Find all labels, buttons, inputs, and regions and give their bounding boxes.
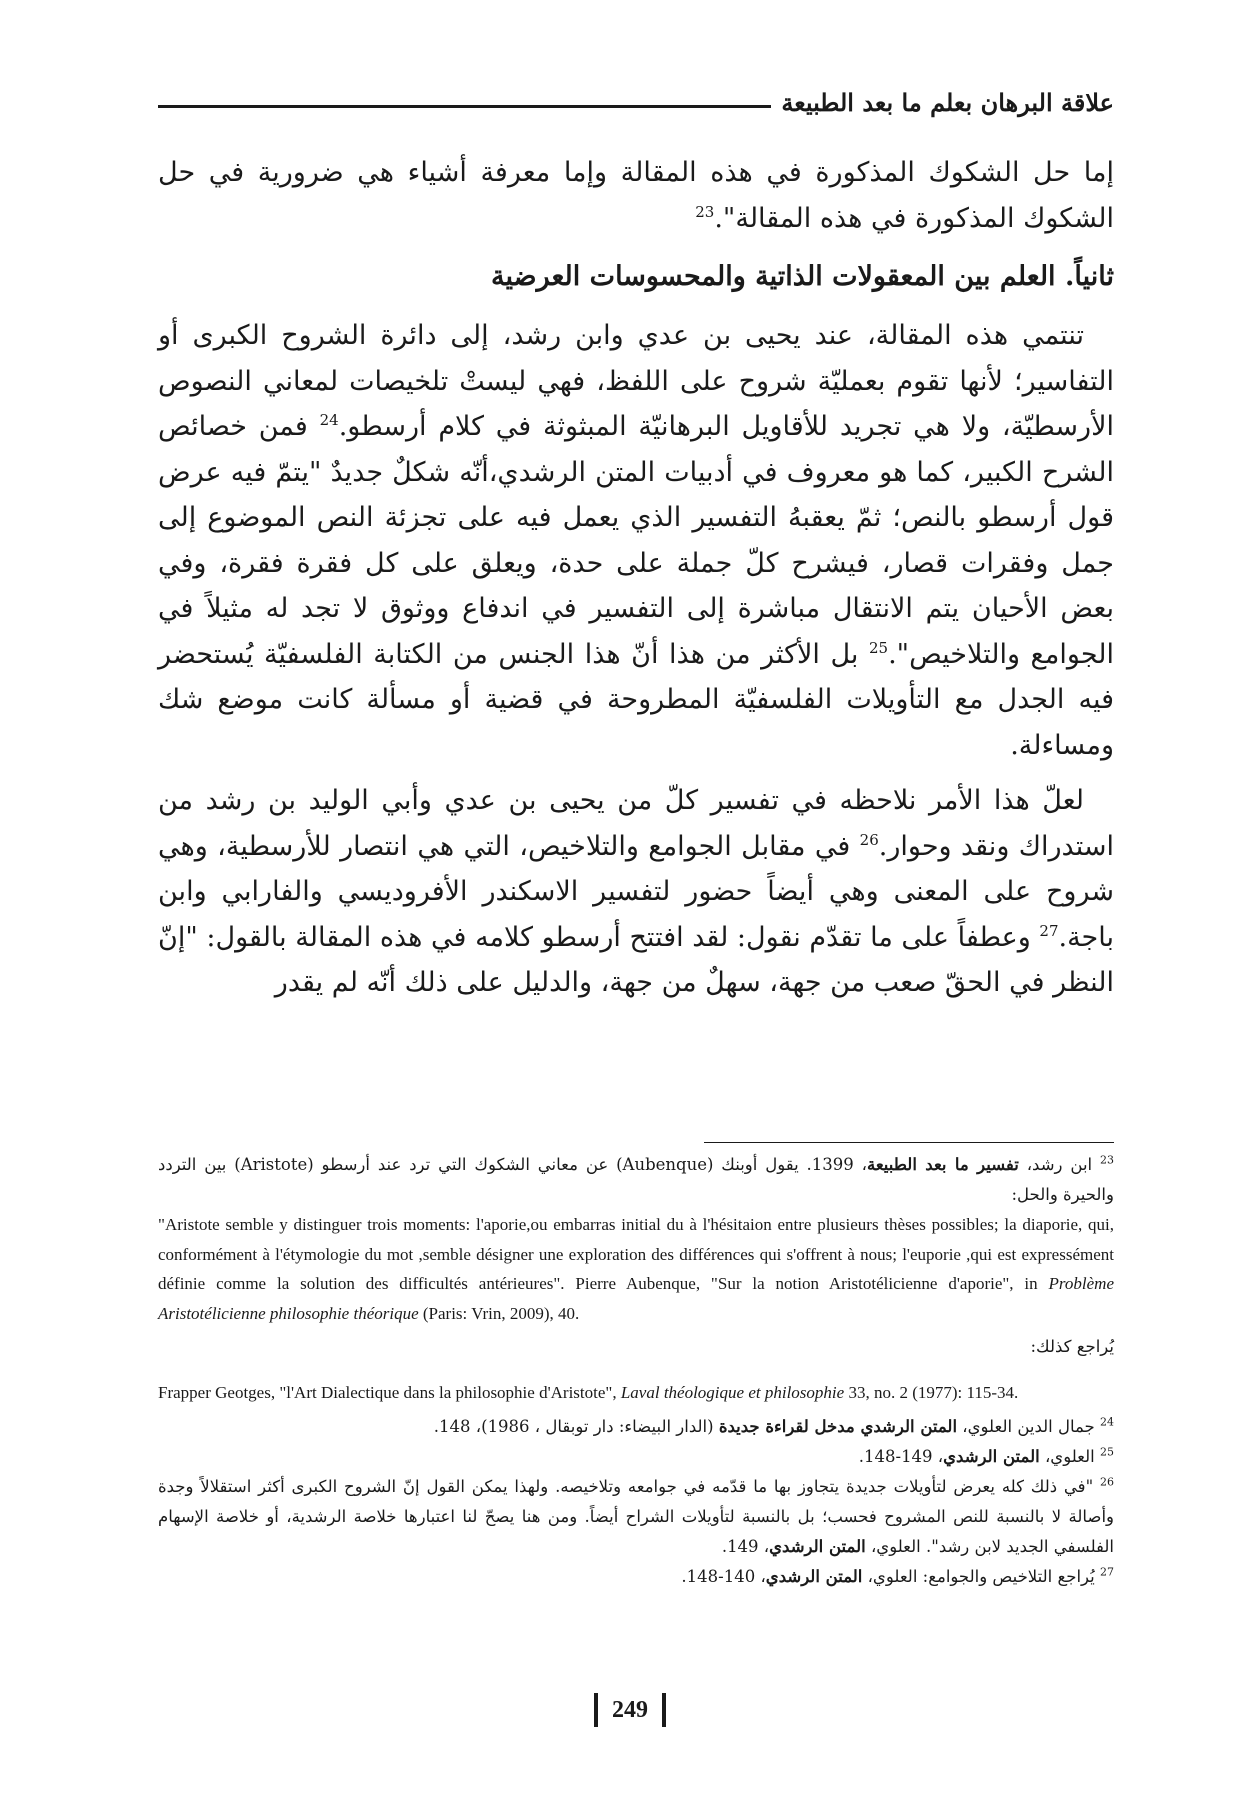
running-title: علاقة البرهان بعلم ما بعد الطبيعة bbox=[781, 87, 1114, 117]
header-rule bbox=[158, 105, 771, 108]
footnote-23-see-also: يُراجع كذلك: bbox=[1030, 1337, 1114, 1356]
footnote-23-french-ref: Frapper Geotges, "l'Art Dialectique dans la philosophie d'Aristote", Laval théologique et philosophie 33, no. 2 (1977): 115-34. bbox=[158, 1383, 1019, 1402]
footnote-ref-24[interactable]: 24 bbox=[319, 411, 339, 429]
paragraph-continued: إما حل الشكوك المذكورة في هذه المقالة وإما معرفة أشياء هي ضرورية في حل الشكوك المذكورة في هذه المقالة".$^{23}$ bbox=[158, 157, 1114, 234]
footnote-27: $^{27}$ يُراجع التلاخيص والجوامع: العلوي، المتن الرشدي، 140-148. bbox=[681, 1565, 1114, 1586]
folio-bar-right bbox=[662, 1693, 666, 1727]
footnote-ref-26[interactable]: 26 bbox=[859, 830, 879, 849]
main-text bbox=[158, 150, 1114, 1006]
page-footer bbox=[0, 1692, 1260, 1728]
page-number: 249 bbox=[612, 1696, 648, 1723]
footnote-ref-27[interactable]: 27 bbox=[1039, 921, 1059, 940]
footnote-24: $^{24}$ جمال الدين العلوي، المتن الرشدي مدخل لقراءة جديدة (الدار البيضاء: دار توبقال ، 1986)، 148. bbox=[433, 1415, 1114, 1436]
section-heading: ثانياً. العلم بين المعقولات الذاتية والمحسوسات العرضية bbox=[491, 261, 1114, 292]
footnotes bbox=[158, 1150, 1114, 1592]
footnote-23-french-quote: "Aristote semble y distinguer trois moments: l'aporie,ou embarras initial du à l'hésitaion entre plusieurs thèses possibles; la diaporie, qui, conformément à l'étymologie du mot ,semble désigner une exploration des différences qui s'offrent à nous; l'euporie ,qui est expressément définie comme la solution des difficultés antérieures". Pierre Aubenque, "Sur la notion Aristotélicienne d'aporie", in Problème Aristotélicienne philosophie théorique (Paris: Vrin, 2009), 40. bbox=[158, 1215, 1114, 1323]
footnote-separator bbox=[704, 1142, 1114, 1143]
footnote-ref-23[interactable]: 23 bbox=[695, 202, 715, 221]
footnote-25: $^{25}$ العلوي، المتن الرشدي، 149-148. bbox=[858, 1445, 1114, 1466]
folio-bar-left bbox=[594, 1693, 598, 1727]
footnote-26: $^{26}$ "في ذلك كله يعرض لتأويلات جديدة يتجاوز بها ما قدّمه في جوامعه وتلاخيصه. ولهذا يمكن القول إنّ الشروح الكبرى أكثر استقلالاً وجدة وأصالة لا بالنسبة للنص المشروح فحسب؛ بل بالنسبة لتأويلات الشراح أيضاً. ومن هنا يصحّ لنا اعتبارها خلاصة الرشدية، أو خلاصة الإسهام الفلسفي الجديد لابن رشد". العلوي، المتن الرشدي، 149. bbox=[158, 1475, 1114, 1556]
footnote-ref-25[interactable]: 25 bbox=[868, 638, 889, 657]
paragraph-1: تنتمي هذه المقالة، عند يحيى بن عدي وابن رشد، إلى دائرة الشروح الكبرى أو التفاسير؛ لأنها تقوم بعمليّة شروح على اللفظ، فهي ليستْ تلخيصات لمعاني النصوص الأرسطيّة، ولا هي تجريد للأقاويل البرهانيّة المبثوثة في كلام أرسطو.$^{24}$ فمن خصائص الشرح الكبير، كما هو معروف في أدبيات المتن الرشدي،أنّه شكلٌ جديدٌ "يتمّ فيه عرض قول أرسطو بالنص؛ ثمّ يعقبهُ التفسير الذي يعمل فيه على تجزئة النص الموضوع إلى جمل وفقرات قصار، فيشرح كلّ جملة على حدة، ويعلق على كل فقرة فقرة، وفي بعض الأحيان يتم الانتقال مباشرة إلى التفسير في اندفاع ووثوق لا تجد له مثيلاً في الجوامع والتلاخيص".$^{25}$ بل الأكثر من هذا أنّ هذا الجنس من الكتابة الفلسفيّة يُستحضر فيه الجدل مع التأويلات الفلسفيّة المطروحة في قضية أو مسألة كانت موضع شك ومساءلة. bbox=[158, 320, 1114, 761]
running-header bbox=[158, 82, 1114, 122]
paragraph-2: لعلّ هذا الأمر نلاحظه في تفسير كلّ من يحيى بن عدي وأبي الوليد بن رشد من استدراك ونقد وحوار.$^{26}$ في مقابل الجوامع والتلاخيص، التي هي انتصار للأرسطية، وهي شروح على المعنى وهي أيضاً حضور لتفسير الاسكندر الأفروديسي والفارابي وابن باجة.$^{27}$ وعطفاً على ما تقدّم نقول: لقد افتتح أرسطو كلامه في هذه المقالة بالقول: "إنّ النظر في الحقّ صعب من جهة، سهلٌ من جهة، والدليل على ذلك أنّه لم يقدر bbox=[158, 785, 1114, 998]
footnote-23: $^{23}$ ابن رشد، تفسير ما بعد الطبيعة، 1399. يقول أوبنك (Aubenque) عن معاني الشكوك التي ترد عند أرسطو (Aristote) بين التردد والحيرة والحل: bbox=[158, 1153, 1114, 1204]
footnote-gap bbox=[158, 1362, 1114, 1378]
